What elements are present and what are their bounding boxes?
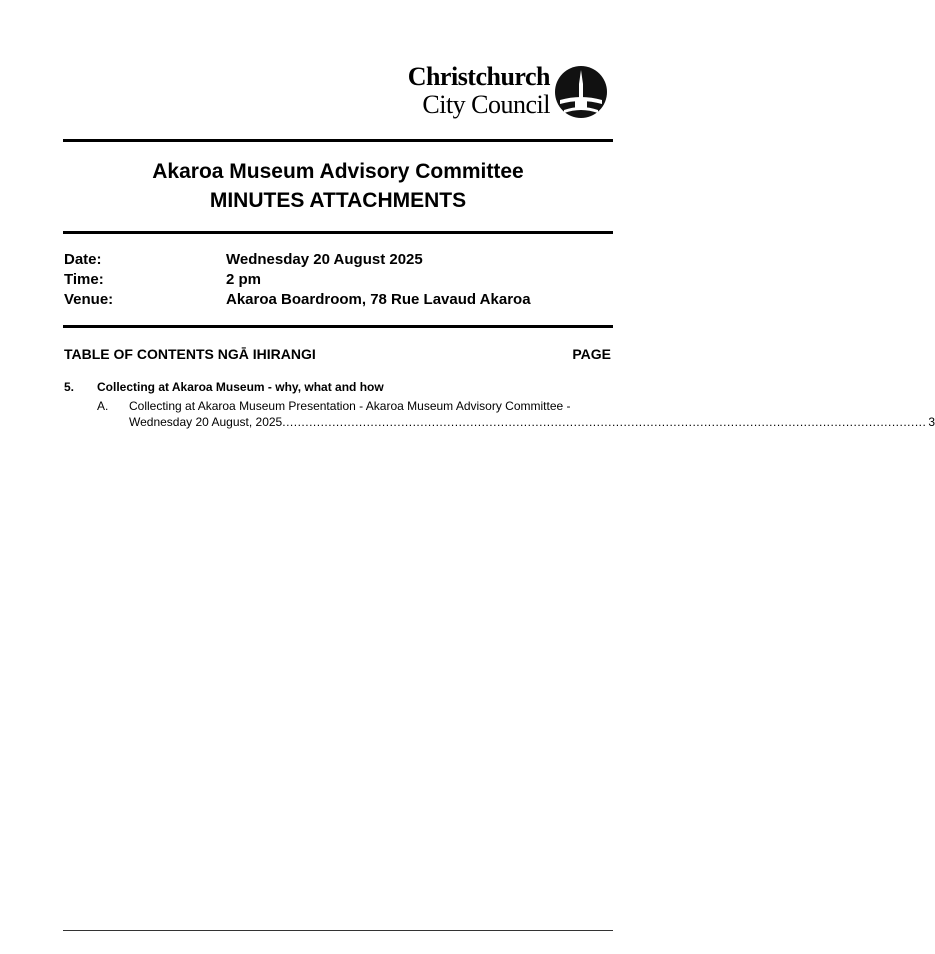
top-divider <box>63 139 613 142</box>
toc-page-label: PAGE <box>572 346 611 362</box>
meta-label: Venue: <box>64 291 114 308</box>
meta-time-row <box>64 270 613 290</box>
document-type: MINUTES ATTACHMENTS <box>209 189 467 212</box>
meta-venue-row <box>64 290 613 310</box>
toc-subitem-title-line2: Wednesday 20 August, 2025 <box>129 415 283 429</box>
meta-date-row <box>64 250 613 270</box>
footer-divider <box>63 930 613 931</box>
document-title <box>63 157 613 215</box>
meta-label: Date: <box>64 251 102 268</box>
toc-subitem-letter: A. <box>97 399 109 413</box>
toc-subitem-page: 3 <box>928 415 935 429</box>
toc-item-title: Collecting at Akaroa Museum - why, what and how <box>97 380 384 394</box>
title-divider <box>63 231 613 234</box>
meta-value: 2 pm <box>226 271 262 288</box>
council-logo <box>374 62 610 122</box>
meta-label: Time: <box>64 271 104 288</box>
logo-line-2: City Council <box>422 90 550 119</box>
cathedral-emblem-icon <box>554 64 608 120</box>
toc-item-number: 5. <box>64 380 75 394</box>
toc-subitem-title-line1: Collecting at Akaroa Museum Presentation - Akaroa Museum Advisory Committee - <box>129 399 571 413</box>
logo-text <box>374 62 550 118</box>
meta-value: Akaroa Boardroom, 78 Rue Lavaud Akaroa <box>226 291 531 308</box>
committee-name: Akaroa Museum Advisory Committee <box>152 160 524 183</box>
meeting-details <box>64 250 613 310</box>
toc-heading: TABLE OF CONTENTS NGĀ IHIRANGI <box>64 346 316 362</box>
dot-leader: ........................................................................................................................................................................ <box>282 415 927 429</box>
details-divider <box>63 325 613 328</box>
logo-line-1: Christchurch <box>407 62 550 91</box>
meta-value: Wednesday 20 August 2025 <box>226 251 423 268</box>
toc-subitem-line2 <box>129 414 935 431</box>
